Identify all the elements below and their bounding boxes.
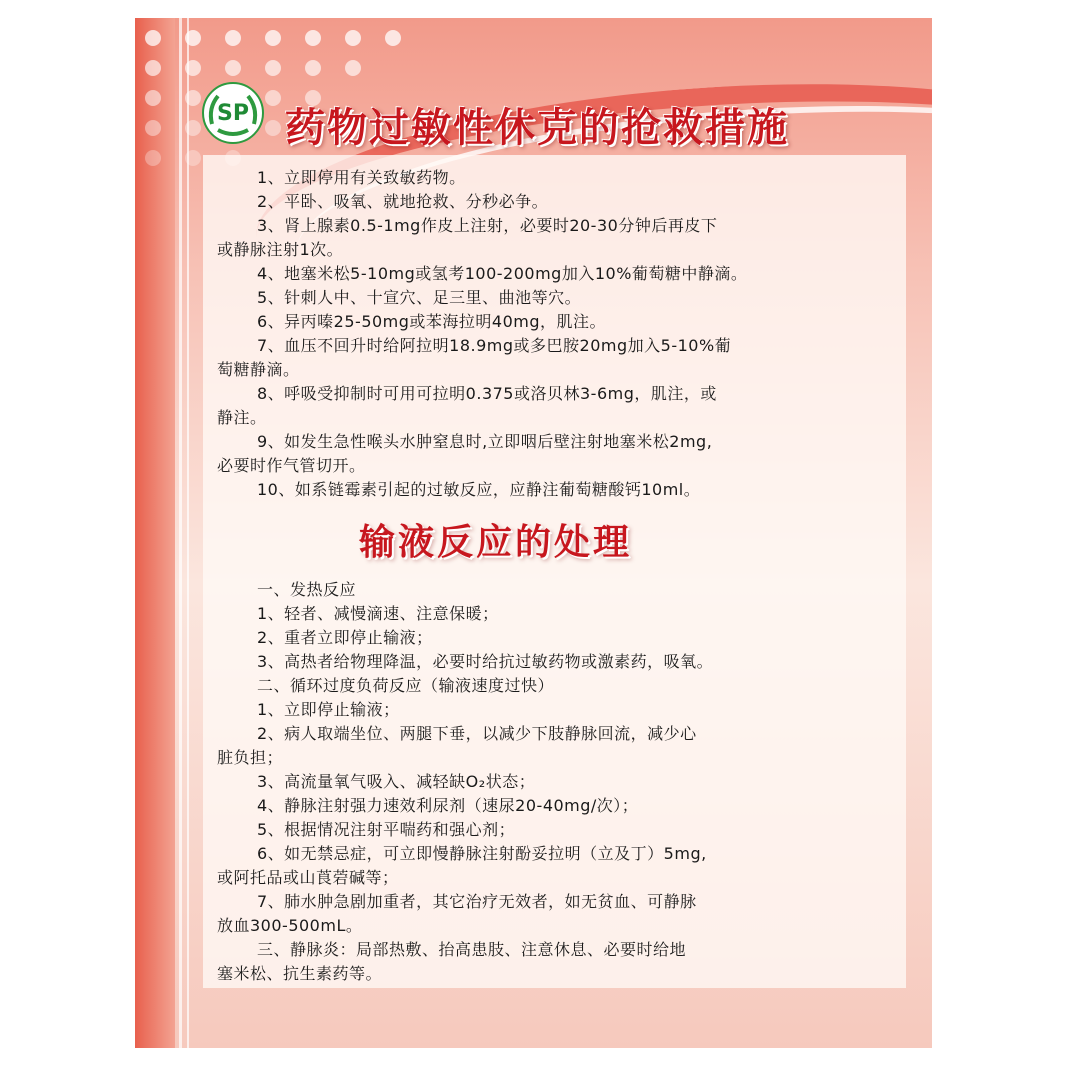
decorative-dot [185,150,201,166]
text-line: 二、循环过度负荷反应（输液速度过快） [257,676,555,695]
text-line: 必要时作气管切开。 [217,456,366,475]
text-line: 5、根据情况注射平喘药和强心剂； [257,820,516,839]
decorative-dot [385,30,401,46]
text-line: 2、病人取端坐位、两腿下垂，以减少下肢静脉回流，减少心 [257,724,697,743]
text-line: 2、重者立即停止输液； [257,628,433,647]
decorative-dot [225,30,241,46]
text-line: 脏负担； [217,748,284,767]
text-line: 1、立即停止输液； [257,700,400,719]
leaf-wreath-logo-icon [198,78,268,148]
text-line: 4、静脉注射强力速效利尿剂（速尿20-40mg/次）； [257,796,639,815]
text-line: 萄糖静滴。 [217,360,300,379]
text-line: 7、肺水肿急剧加重者，其它治疗无效者，如无贫血、可静脉 [257,892,697,911]
decorative-dot [265,60,281,76]
text-line: 放血300-500mL。 [217,916,363,935]
decorative-dot [345,60,361,76]
section2-content [217,578,877,986]
text-line: 三、静脉炎：局部热敷、抬高患肢、注意休息、必要时给地 [257,940,687,959]
text-line: 4、地塞米松5-10mg或氢考100-200mg加入10%葡萄糖中静滴。 [257,264,748,283]
decorative-dot [305,30,321,46]
decorative-dot [145,150,161,166]
text-line: 8、呼吸受抑制时可用可拉明0.375或洛贝林3-6mg，肌注，或 [257,384,717,403]
decorative-dot [265,30,281,46]
decorative-dot [145,90,161,106]
text-line: 1、轻者、减慢滴速、注意保暖； [257,604,499,623]
page-title: 药物过敏性休克的抢救措施 [285,105,789,151]
text-line: 5、针刺人中、十宣穴、足三里、曲池等穴。 [257,288,582,307]
section1-content [217,166,877,502]
svg-text:SP: SP [217,101,249,126]
section2-title: 输液反应的处理 [359,522,633,563]
text-line: 3、肾上腺素0.5-1mg作皮上注射，必要时20-30分钟后再皮下 [257,216,718,235]
text-line: 一、发热反应 [257,580,357,599]
text-line: 9、如发生急性喉头水肿窒息时,立即咽后壁注射地塞米松2mg, [257,432,713,451]
decorative-dot [145,120,161,136]
text-line: 3、高热者给物理降温，必要时给抗过敏药物或激素药，吸氧。 [257,652,714,671]
decorative-dot [145,30,161,46]
text-line: 静注。 [217,408,267,427]
text-line: 或静脉注射1次。 [217,240,344,259]
decorative-dot [345,30,361,46]
text-line: 10、如系链霉素引起的过敏反应，应静注葡萄糖酸钙10ml。 [257,480,701,499]
decorative-dot [305,60,321,76]
decorative-dot [145,60,161,76]
text-line: 6、异丙嗪25-50mg或苯海拉明40mg，肌注。 [257,312,607,331]
text-line: 塞米松、抗生素药等。 [217,964,383,983]
text-line: 3、高流量氧气吸入、减轻缺O₂状态； [257,772,536,791]
text-line: 1、立即停用有关致敏药物。 [257,168,466,187]
decorative-dot [185,60,201,76]
decorative-dot [225,60,241,76]
text-line: 或阿托品或山莨菪碱等； [217,868,399,887]
text-line: 2、平卧、吸氧、就地抢救、分秒必争。 [257,192,549,211]
decorative-dot [185,30,201,46]
text-line: 6、如无禁忌症，可立即慢静脉注射酚妥拉明（立及丁）5mg, [257,844,707,863]
poster [135,18,932,1048]
text-line: 7、血压不回升时给阿拉明18.9mg或多巴胺20mg加入5-10%葡 [257,336,732,355]
